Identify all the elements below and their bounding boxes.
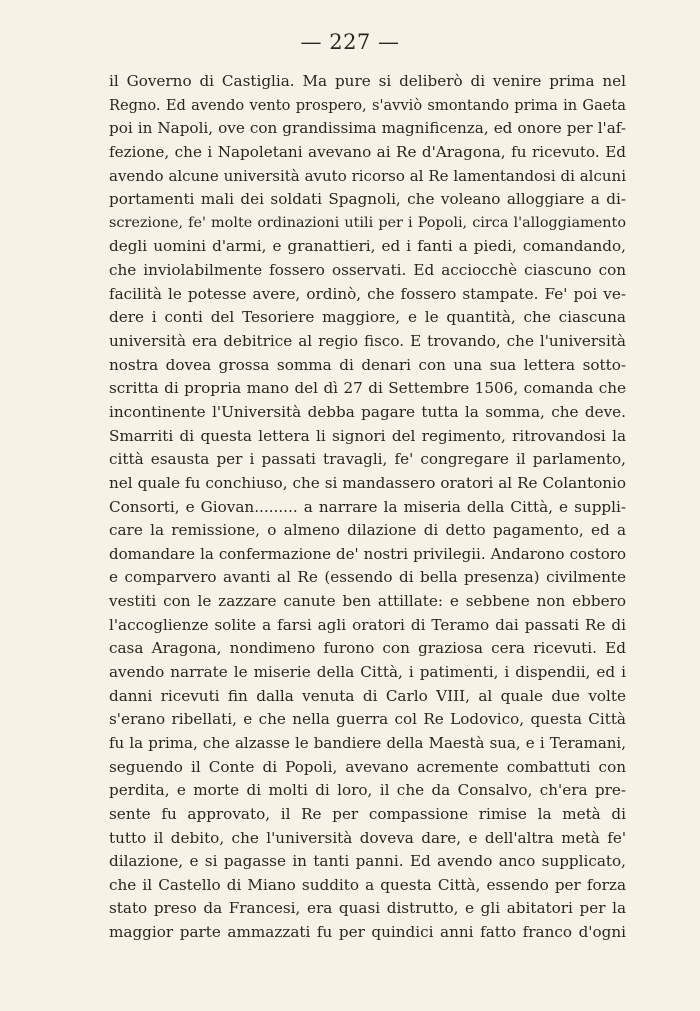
text-line: dilazione, e si pagasse in tanti panni. Ed avendo anco supplicato, <box>109 852 626 871</box>
text-line: care la remissione, o almeno dilazione di detto pagamento, ed a <box>109 521 626 540</box>
text-line: poi in Napoli, ove con grandissima magnificenza, ed onore per l'af- <box>109 119 626 138</box>
text-line: vestiti con le zazzare canute ben attillate: e sebbene non ebbero <box>109 592 626 611</box>
text-line: incontinente l'Università debba pagare tutta la somma, che deve. <box>109 402 626 421</box>
text-line: casa Aragona, nondimeno furono con graziosa cera ricevuti. Ed <box>109 639 626 658</box>
text-line: il Governo di Castiglia. Ma pure si deliberò di venire prima nel <box>109 72 626 90</box>
text-line: stato preso da Francesi, era quasi distrutto, e gli abitatori per la <box>109 899 626 918</box>
text-line: e comparvero avanti al Re (essendo di bella presenza) civilmente <box>109 568 626 587</box>
text-line: dere i conti del Tesoriere maggiore, e le quantità, che ciascuna <box>109 308 626 327</box>
text-line: tutto il debito, che l'università doveva dare, e dell'altra metà fe' <box>109 828 626 847</box>
text-line: fu la prima, che alzasse le bandiere della Maestà sua, e i Teramani, <box>109 733 626 752</box>
text-line: domandare la confermazione de' nostri privilegii. Andarono costoro <box>109 544 626 563</box>
text-line: maggior parte ammazzati fu per quindici anni fatto franco d'ogni <box>109 923 626 942</box>
text-line: danni ricevuti fin dalla venuta di Carlo VIII, al quale due volte <box>109 686 626 705</box>
body-text <box>109 70 626 945</box>
text-line: città esausta per i passati travagli, fe' congregare il parlamento, <box>109 450 626 469</box>
text-line: seguendo il Conte di Popoli, avevano acremente combattuti con <box>109 757 626 776</box>
text-line: che inviolabilmente fossero osservati. Ed acciocchè ciascuno con <box>109 261 626 280</box>
text-line: screzione, fe' molte ordinazioni utili per i Popoli, circa l'alloggiamento <box>109 214 626 231</box>
text-line: Smarriti di questa lettera li signori del regimento, ritrovandosi la <box>109 426 626 445</box>
text-line: l'accoglienze solite a farsi agli oratori di Teramo dai passati Re di <box>109 615 626 634</box>
text-line: fezione, che i Napoletani avevano ai Re d'Aragona, fu ricevuto. Ed <box>109 142 626 161</box>
page-number: — 227 — <box>300 30 400 54</box>
text-line: sente fu approvato, il Re per compassione rimise la metà di <box>109 804 626 823</box>
text-line: che il Castello di Miano suddito a questa Città, essendo per forza <box>109 875 626 894</box>
text-line: Regno. Ed avendo vento prospero, s'avviò smontando prima in Gaeta <box>109 96 626 114</box>
text-line: degli uomini d'armi, e granattieri, ed i fanti a piedi, comandando, <box>109 237 626 256</box>
text-line: facilità le potesse avere, ordinò, che fossero stampate. Fe' poi ve- <box>109 284 626 303</box>
text-line: scritta di propria mano del dì 27 di Settembre 1506, comanda che <box>109 379 626 398</box>
text-line: nostra dovea grossa somma di denari con una sua lettera sotto- <box>109 355 626 374</box>
text-line: nel quale fu conchiuso, che si mandassero oratori al Re Colantonio <box>109 473 626 492</box>
text-line: università era debitrice al regio fisco. E trovando, che l'università <box>109 332 626 351</box>
text-line: avendo alcune università avuto ricorso al Re lamentandosi di alcuni <box>109 166 626 185</box>
text-line: perdita, e morte di molti di loro, il che da Consalvo, ch'era pre- <box>109 781 626 800</box>
text-line: s'erano ribellati, e che nella guerra col Re Lodovico, questa Città <box>109 710 626 729</box>
text-line: portamenti mali dei soldati Spagnoli, che voleano alloggiare a di- <box>109 190 626 209</box>
text-line: avendo narrate le miserie della Città, i patimenti, i dispendii, ed i <box>109 663 626 682</box>
text-line: Consorti, e Giovan......... a narrare la miseria della Città, e suppli- <box>109 497 626 516</box>
